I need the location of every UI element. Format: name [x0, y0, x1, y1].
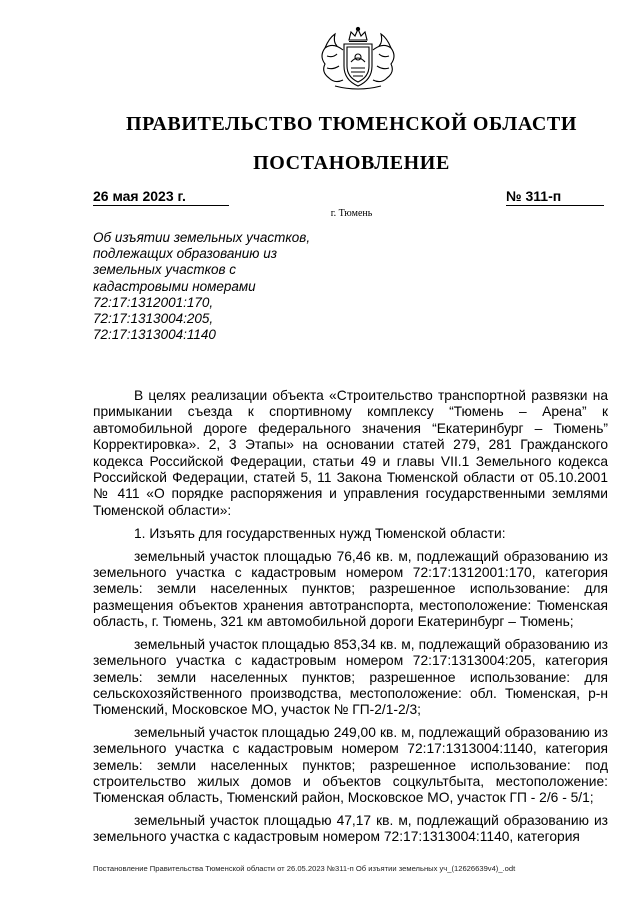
document-number: № 311-п — [506, 188, 604, 206]
body-paragraph: земельный участок площадью 47,17 кв. м, подлежащий образованию из земельного участка с кадастровым номером 72:17:1313004:1140, категория — [93, 812, 608, 845]
subject-line: 72:17:1313004:1140 — [93, 327, 216, 343]
subject-line: Об изъятии земельных участков, — [93, 230, 311, 245]
subject-line: подлежащих образованию из — [93, 246, 277, 262]
body-paragraph: земельный участок площадью 853,34 кв. м, подлежащий образованию из земельного участка с кадастровым номером 72:17:1313004:205, категория земель: земли населенных пунктов; разрешенное использование: для сельскохозяйственного производства, местоположение: обл. Тюменская, р-н Тюменский, Московское МО, участок № ГП-2/1-2/3; — [93, 636, 608, 718]
body-paragraph: земельный участок площадью 249,00 кв. м, подлежащий образованию из земельного участка с кадастровым номером 72:17:1313004:1140, категория земель: земли населенных пунктов; разрешенное использование: под строительство жилых домов и объектов соцкультбыта, местоположение: Тюменская область, Тюменский район, Московское МО, участок ГП - 2/6 - 5/1; — [93, 724, 608, 806]
subject-line: 72:17:1312001:170, — [93, 294, 214, 310]
org-title: ПРАВИТЕЛЬСТВО ТЮМЕНСКОЙ ОБЛАСТИ — [125, 113, 578, 135]
body-paragraph: 1. Изъять для государственных нужд Тюменской области: — [134, 526, 506, 542]
body-paragraph: В целях реализации объекта «Строительство транспортной развязки на примыкании съезда к спортивному комплексу “Тюмень – Арена” к автомобильной дороге федерального значения “Екатеринбург – Тюмень” Корректировка». 2, 3 Этапы» на основании статей 279, 281 Гражданского кодекса Российской Федерации, статьи 49 и главы VII.1 Земельного кодекса Российской Федерации, статей 5, 11 Закона Тюменской области от 05.10.2001 № 411 «О порядке распоряжения и управления государственными землями Тюменской области»: — [93, 388, 608, 518]
document-type: ПОСТАНОВЛЕНИЕ — [253, 152, 450, 174]
document-date: 26 мая 2023 г. — [93, 188, 229, 206]
page-footer: Постановление Правительства Тюменской области от 26.05.2023 №311-п Об изъятии земельных уч_(12626639v4)_.odt — [93, 864, 516, 873]
document-body — [93, 388, 608, 852]
subject-line: 72:17:1313004:205, — [93, 311, 214, 327]
subject-line: земельных участков с — [93, 262, 237, 278]
body-paragraph: земельный участок площадью 76,46 кв. м, подлежащий образованию из земельного участка с кадастровым номером 72:17:1312001:170, категория земель: земли населенных пунктов; разрешенное использование: для размещения объектов хранения автотранспорта, местоположение: Тюменская область, г. Тюмень, 321 км автомобильной дороги Екатеринбург – Тюмень; — [93, 548, 608, 630]
coat-of-arms-emblem-icon — [311, 26, 405, 92]
document-subject — [93, 230, 353, 343]
document-city: г. Тюмень — [330, 208, 373, 219]
subject-line: кадастровыми номерами — [93, 278, 256, 294]
